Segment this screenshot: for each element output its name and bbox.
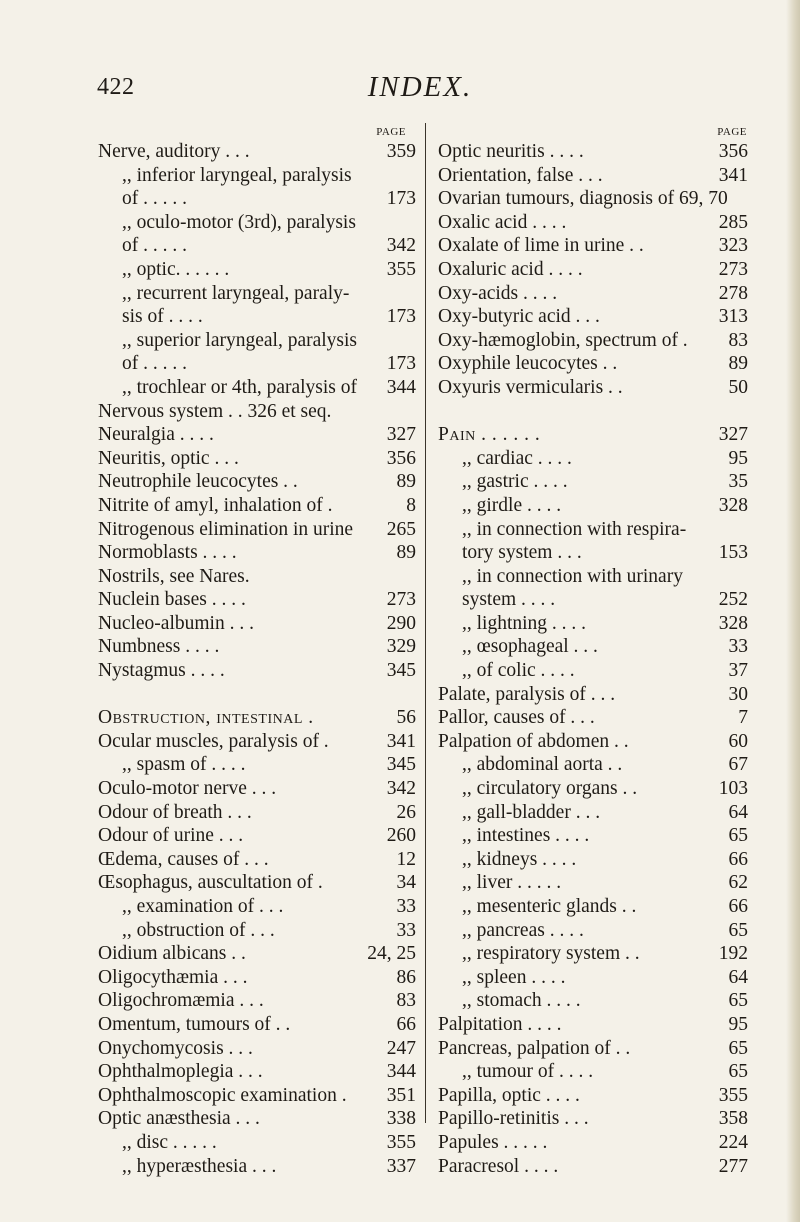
entry-text: Palpitation . . . . bbox=[438, 1013, 562, 1035]
entry-text: Odour of breath . . . bbox=[98, 801, 252, 823]
entry-page: 33 bbox=[396, 896, 416, 917]
index-entry bbox=[438, 777, 748, 801]
entry-text: Oxy-acids . . . . bbox=[438, 282, 558, 304]
entry-page: 64 bbox=[728, 801, 748, 823]
entry-page: 224 bbox=[718, 1131, 748, 1153]
index-entry bbox=[438, 1037, 748, 1061]
entry-text: Nucleo-albumin . . . bbox=[98, 612, 254, 634]
index-entry bbox=[438, 234, 748, 258]
entry-text: ,, of colic . . . . bbox=[462, 660, 575, 682]
index-entry bbox=[98, 848, 416, 872]
entry-text: Pallor, causes of . . . bbox=[438, 707, 595, 729]
column-divider bbox=[425, 123, 426, 1123]
index-entry bbox=[98, 305, 416, 329]
index-entry bbox=[98, 352, 416, 376]
index-entry bbox=[438, 470, 748, 494]
index-entry bbox=[98, 211, 416, 235]
entry-text: Palpation of abdomen . . bbox=[438, 730, 629, 752]
entry-page: 153 bbox=[718, 542, 748, 564]
index-entry bbox=[438, 140, 748, 164]
entry-text: ,, mesenteric glands . . bbox=[462, 896, 637, 917]
entry-text: Neutrophile leucocytes . . bbox=[98, 471, 298, 493]
index-entries-right bbox=[438, 140, 748, 1178]
entry-text: Nerve, auditory . . . bbox=[98, 141, 250, 162]
entry-page: 66 bbox=[396, 1013, 416, 1035]
index-entry bbox=[438, 282, 748, 306]
index-entry bbox=[98, 659, 416, 683]
index-entry bbox=[438, 305, 748, 329]
page-number: 422 bbox=[97, 74, 135, 100]
index-entry bbox=[438, 258, 748, 282]
index-entry bbox=[438, 848, 748, 872]
index-entry bbox=[98, 801, 416, 825]
entry-text: Papillo-retinitis . . . bbox=[438, 1108, 589, 1130]
entry-page: 83 bbox=[396, 990, 416, 1012]
entry-text: Palate, paralysis of . . . bbox=[438, 683, 616, 705]
index-entry bbox=[98, 447, 416, 471]
index-entry bbox=[438, 329, 748, 353]
index-entry bbox=[98, 942, 416, 966]
entry-page: 26 bbox=[396, 801, 416, 823]
index-entry bbox=[98, 1060, 416, 1084]
entry-text: ,, oculo-motor (3rd), paralysis bbox=[122, 211, 356, 233]
entry-page: 313 bbox=[718, 306, 748, 328]
index-entry bbox=[98, 470, 416, 494]
index-entry bbox=[98, 1013, 416, 1037]
entry-page: 67 bbox=[728, 754, 748, 776]
entry-page: 33 bbox=[396, 919, 416, 941]
index-entry bbox=[98, 824, 416, 848]
index-entry bbox=[438, 1013, 748, 1037]
index-entry bbox=[438, 187, 748, 211]
index-entry bbox=[98, 1131, 416, 1155]
entry-text: Odour of urine . . . bbox=[98, 825, 244, 847]
entry-text: Oligocythæmia . . . bbox=[98, 966, 248, 988]
index-entry bbox=[438, 423, 748, 447]
entry-text: Ophthalmoscopic examination . bbox=[98, 1084, 347, 1106]
index-entry bbox=[98, 282, 416, 306]
index-column-right bbox=[438, 124, 748, 1178]
entry-page: 260 bbox=[386, 825, 416, 847]
entry-text: ,, liver . . . . . bbox=[462, 872, 562, 894]
entry-page: 24, 25 bbox=[367, 943, 416, 965]
index-entry bbox=[98, 1155, 416, 1179]
index-entry bbox=[98, 871, 416, 895]
index-entry bbox=[438, 989, 748, 1013]
entry-page: 285 bbox=[718, 211, 748, 233]
entry-text: ,, hyperæsthesia . . . bbox=[122, 1155, 277, 1177]
entry-page: 290 bbox=[386, 612, 416, 634]
entry-page: 103 bbox=[718, 778, 748, 800]
entry-text: Papules . . . . . bbox=[438, 1131, 548, 1153]
entry-page: 329 bbox=[386, 636, 416, 658]
entry-page: 65 bbox=[728, 1037, 748, 1059]
index-entry bbox=[98, 565, 416, 589]
index-entry bbox=[98, 588, 416, 612]
entry-text: Ophthalmoplegia . . . bbox=[98, 1061, 263, 1083]
entry-text: ,, obstruction of . . . bbox=[122, 919, 275, 941]
entry-page: 344 bbox=[386, 1061, 416, 1083]
index-entry bbox=[98, 706, 416, 730]
entry-text: ,, tumour of . . . . bbox=[462, 1061, 594, 1083]
entry-text: Œsophagus, auscultation of . bbox=[98, 872, 323, 894]
index-entry bbox=[98, 329, 416, 353]
index-entry bbox=[438, 801, 748, 825]
index-column-left bbox=[98, 124, 416, 1178]
index-entry bbox=[98, 730, 416, 754]
index-entry bbox=[438, 824, 748, 848]
entry-page: 33 bbox=[728, 636, 748, 658]
entry-page: 351 bbox=[386, 1084, 416, 1106]
entry-text: ,, cardiac . . . . bbox=[462, 447, 572, 469]
entry-text: of . . . . . bbox=[122, 353, 187, 375]
entry-page: 66 bbox=[728, 848, 748, 870]
entry-page: 62 bbox=[728, 872, 748, 894]
entry-text: Oxyphile leucocytes . . bbox=[438, 353, 618, 375]
entry-page: 173 bbox=[386, 353, 416, 375]
entry-text: ,, gastric . . . . bbox=[462, 471, 568, 493]
index-entry bbox=[438, 447, 748, 471]
entry-text: Oidium albicans . . bbox=[98, 943, 246, 965]
index-entry bbox=[98, 612, 416, 636]
entry-page: 8 bbox=[406, 494, 416, 516]
entry-text: Optic neuritis . . . . bbox=[438, 141, 584, 162]
entry-page: 247 bbox=[386, 1037, 416, 1059]
entry-text: Oxalate of lime in urine . . bbox=[438, 235, 644, 257]
entry-page: 173 bbox=[386, 306, 416, 328]
entry-page: 34 bbox=[396, 872, 416, 894]
entry-text: Nuclein bases . . . . bbox=[98, 589, 246, 611]
index-entry bbox=[438, 659, 748, 683]
entry-text: Ovarian tumours, diagnosis of 69, 70 bbox=[438, 188, 728, 210]
entry-page: 65 bbox=[728, 825, 748, 847]
entry-page: 65 bbox=[728, 919, 748, 941]
index-entry bbox=[438, 1131, 748, 1155]
index-entries-left bbox=[98, 140, 416, 1178]
page-header bbox=[0, 72, 800, 112]
index-entry bbox=[98, 1084, 416, 1108]
entry-page: 192 bbox=[718, 943, 748, 965]
index-entry bbox=[438, 612, 748, 636]
entry-text: ,, trochlear or 4th, paralysis of bbox=[122, 376, 358, 398]
page-column-label: PAGE bbox=[376, 126, 406, 138]
index-entry bbox=[98, 966, 416, 990]
entry-page: 356 bbox=[718, 141, 748, 162]
entry-text: Oxyuris vermicularis . . bbox=[438, 376, 623, 398]
entry-text: of . . . . . bbox=[122, 188, 187, 210]
index-entry bbox=[98, 400, 416, 424]
entry-page: 358 bbox=[718, 1108, 748, 1130]
index-entry bbox=[438, 753, 748, 777]
entry-text: sis of . . . . bbox=[122, 306, 203, 328]
index-entry bbox=[98, 494, 416, 518]
page-edge bbox=[786, 0, 800, 1222]
entry-page: 265 bbox=[386, 518, 416, 540]
index-entry bbox=[438, 635, 748, 659]
index-entry bbox=[438, 1060, 748, 1084]
entry-text: ,, circulatory organs . . bbox=[462, 778, 638, 800]
entry-text: ,, recurrent laryngeal, paraly- bbox=[122, 282, 350, 304]
index-entry bbox=[98, 258, 416, 282]
entry-page: 95 bbox=[728, 1013, 748, 1035]
entry-text: ,, spleen . . . . bbox=[462, 966, 566, 988]
index-entry bbox=[438, 211, 748, 235]
index-entry bbox=[438, 683, 748, 707]
entry-page: 341 bbox=[718, 164, 748, 186]
entry-page: 345 bbox=[386, 754, 416, 776]
entry-page: 323 bbox=[718, 235, 748, 257]
index-entry bbox=[98, 1037, 416, 1061]
entry-page: 95 bbox=[728, 447, 748, 469]
entry-page: 37 bbox=[728, 660, 748, 682]
index-entry bbox=[438, 942, 748, 966]
index-entry bbox=[438, 164, 748, 188]
index-entry bbox=[98, 518, 416, 542]
entry-text: Oligochromæmia . . . bbox=[98, 990, 264, 1012]
entry-text: Nostrils, see Nares. bbox=[98, 565, 250, 587]
index-entry bbox=[98, 753, 416, 777]
entry-text: Nystagmus . . . . bbox=[98, 660, 225, 682]
entry-text: ,, pancreas . . . . bbox=[462, 919, 584, 941]
entry-text: ,, in connection with urinary bbox=[462, 565, 683, 587]
index-entry bbox=[438, 1155, 748, 1179]
entry-page: 327 bbox=[718, 424, 748, 446]
entry-text: Oxalic acid . . . . bbox=[438, 211, 567, 233]
entry-page: 30 bbox=[728, 683, 748, 705]
entry-page: 359 bbox=[386, 141, 416, 162]
entry-page: 83 bbox=[728, 329, 748, 351]
entry-text: Neuralgia . . . . bbox=[98, 424, 214, 446]
entry-page: 355 bbox=[718, 1084, 748, 1106]
entry-text: of . . . . . bbox=[122, 235, 187, 257]
entry-text: Normoblasts . . . . bbox=[98, 542, 237, 564]
index-entry bbox=[98, 187, 416, 211]
entry-text: ,, girdle . . . . bbox=[462, 494, 562, 516]
index-entry bbox=[438, 376, 748, 400]
entry-text: ,, spasm of . . . . bbox=[122, 754, 246, 776]
entry-text: Oxy-hæmoglobin, spectrum of . bbox=[438, 329, 688, 351]
entry-page: 277 bbox=[718, 1155, 748, 1177]
index-entry bbox=[98, 164, 416, 188]
index-entry bbox=[438, 541, 748, 565]
entry-page: 273 bbox=[718, 258, 748, 280]
entry-text: Onychomycosis . . . bbox=[98, 1037, 253, 1059]
entry-page: 56 bbox=[396, 707, 416, 729]
entry-page: 89 bbox=[728, 353, 748, 375]
entry-text: Œdema, causes of . . . bbox=[98, 848, 269, 870]
entry-page: 12 bbox=[396, 848, 416, 870]
entry-text: ,, gall-bladder . . . bbox=[462, 801, 601, 823]
section-gap bbox=[438, 400, 748, 424]
entry-text: ,, optic. . . . . . bbox=[122, 258, 230, 280]
index-entry bbox=[98, 895, 416, 919]
entry-page: 341 bbox=[386, 730, 416, 752]
entry-page: 344 bbox=[386, 376, 416, 398]
entry-page: 89 bbox=[396, 542, 416, 564]
entry-page: 327 bbox=[386, 424, 416, 446]
entry-page: 86 bbox=[396, 966, 416, 988]
entry-page: 356 bbox=[386, 447, 416, 469]
entry-text: Numbness . . . . bbox=[98, 636, 220, 658]
entry-text: ,, intestines . . . . bbox=[462, 825, 590, 847]
index-entry bbox=[438, 966, 748, 990]
section-gap bbox=[98, 683, 416, 707]
entry-text: ,, kidneys . . . . bbox=[462, 848, 577, 870]
entry-page: 342 bbox=[386, 778, 416, 800]
entry-page: 278 bbox=[718, 282, 748, 304]
entry-text: Nervous system . . 326 et seq. bbox=[98, 400, 332, 422]
entry-text: Ocular muscles, paralysis of . bbox=[98, 730, 329, 752]
entry-page: 66 bbox=[728, 896, 748, 917]
entry-page: 35 bbox=[728, 471, 748, 493]
index-entry bbox=[98, 234, 416, 258]
entry-page: 65 bbox=[728, 990, 748, 1012]
running-title: INDEX. bbox=[367, 71, 473, 103]
index-entry bbox=[98, 376, 416, 400]
index-entry bbox=[98, 989, 416, 1013]
entry-page: 328 bbox=[718, 494, 748, 516]
index-entry bbox=[438, 1107, 748, 1131]
entry-page: 60 bbox=[728, 730, 748, 752]
index-entry bbox=[98, 635, 416, 659]
entry-page: 355 bbox=[386, 258, 416, 280]
entry-text: ,, disc . . . . . bbox=[122, 1131, 217, 1153]
entry-text: Neuritis, optic . . . bbox=[98, 447, 239, 469]
entry-text: Nitrite of amyl, inhalation of . bbox=[98, 494, 333, 516]
entry-text: Pain . . . . . . bbox=[438, 424, 541, 446]
entry-page: 355 bbox=[386, 1131, 416, 1153]
entry-text: Oxaluric acid . . . . bbox=[438, 258, 583, 280]
entry-text: ,, œsophageal . . . bbox=[462, 636, 598, 658]
entry-page: 50 bbox=[728, 376, 748, 398]
entry-text: Paracresol . . . . bbox=[438, 1155, 559, 1177]
index-entry bbox=[98, 140, 416, 164]
entry-text: ,, superior laryngeal, paralysis bbox=[122, 329, 358, 351]
entry-text: Oculo-motor nerve . . . bbox=[98, 778, 277, 800]
entry-text: Obstruction, intestinal . bbox=[98, 707, 314, 729]
entry-page: 252 bbox=[718, 589, 748, 611]
index-entry bbox=[438, 1084, 748, 1108]
index-entry bbox=[98, 919, 416, 943]
page-column-label: PAGE bbox=[717, 126, 747, 138]
entry-text: Pancreas, palpation of . . bbox=[438, 1037, 631, 1059]
entry-page: 64 bbox=[728, 966, 748, 988]
entry-text: ,, inferior laryngeal, paralysis bbox=[122, 164, 352, 186]
entry-text: ,, examination of . . . bbox=[122, 896, 284, 917]
index-entry bbox=[438, 706, 748, 730]
entry-text: ,, abdominal aorta . . bbox=[462, 754, 623, 776]
entry-text: Omentum, tumours of . . bbox=[98, 1013, 291, 1035]
entry-text: Papilla, optic . . . . bbox=[438, 1084, 580, 1106]
index-entry bbox=[438, 494, 748, 518]
entry-text: ,, lightning . . . . bbox=[462, 612, 587, 634]
entry-text: Nitrogenous elimination in urine bbox=[98, 518, 354, 540]
index-entry bbox=[438, 352, 748, 376]
entry-text: Optic anæsthesia . . . bbox=[98, 1108, 260, 1130]
index-entry bbox=[438, 565, 748, 589]
entry-text: ,, stomach . . . . bbox=[462, 990, 581, 1012]
index-entry bbox=[438, 919, 748, 943]
entry-page: 342 bbox=[386, 235, 416, 257]
index-entry bbox=[98, 1107, 416, 1131]
entry-text: ,, respiratory system . . bbox=[462, 943, 640, 965]
entry-page: 345 bbox=[386, 660, 416, 682]
index-entry bbox=[438, 588, 748, 612]
entry-text: system . . . . bbox=[462, 589, 556, 611]
entry-page: 89 bbox=[396, 471, 416, 493]
index-entry bbox=[438, 730, 748, 754]
entry-text: ,, in connection with respira- bbox=[462, 518, 687, 540]
index-entry bbox=[98, 541, 416, 565]
entry-page: 273 bbox=[386, 589, 416, 611]
index-entry bbox=[438, 871, 748, 895]
entry-text: Orientation, false . . . bbox=[438, 164, 603, 186]
entry-text: tory system . . . bbox=[462, 542, 582, 564]
index-entry bbox=[438, 518, 748, 542]
entry-page: 328 bbox=[718, 612, 748, 634]
index-entry bbox=[438, 895, 748, 919]
entry-text: Oxy-butyric acid . . . bbox=[438, 306, 600, 328]
entry-page: 337 bbox=[386, 1155, 416, 1177]
index-entry bbox=[98, 777, 416, 801]
entry-page: 7 bbox=[738, 707, 748, 729]
entry-page: 173 bbox=[386, 188, 416, 210]
entry-page: 338 bbox=[386, 1108, 416, 1130]
index-entry bbox=[98, 423, 416, 447]
entry-page: 65 bbox=[728, 1061, 748, 1083]
